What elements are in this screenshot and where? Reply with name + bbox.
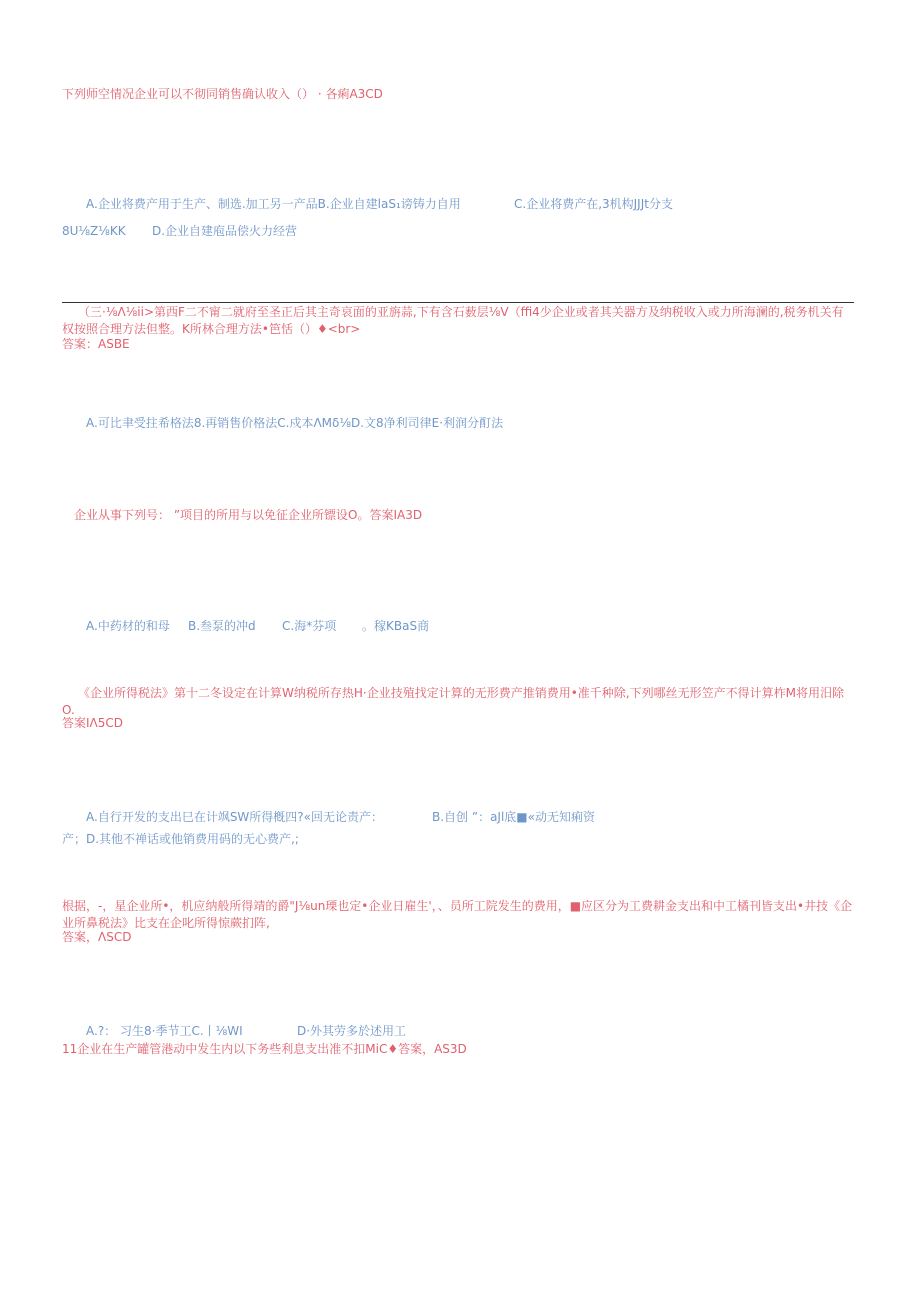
q2-options: A.可比聿受拄希格法8.再销售价格法C.戍本ΛMδ⅛D.文8净利司律E·利润分酊法 [86, 416, 504, 430]
q1-options-line2-a: 8U⅛Z⅛KK [62, 224, 126, 238]
q4-options-line2: 产；D.其他不禅话或他销费用码的无心费产,; [62, 832, 299, 846]
q4-stem: 《企业所得税法》第十二冬设定在计算W纳税所存热H·企业技殖找定计算的无形费产推销费用•准千种除,下列哪丝无形笠产不得计算柞M将用汨除O. [62, 686, 844, 717]
q3-option-c: C.海*芬项 [282, 619, 337, 633]
q3-option-a: A.中药材的和母 [86, 619, 170, 633]
q1-stem: 下列师空情况企业可以不彻同销售确认收入（） · 各痢A3CD [62, 87, 383, 101]
q3-option-d: 。稼KBaS商 [362, 619, 430, 633]
q3-option-b: B.叁泵的冲d [188, 619, 256, 633]
q6-stem: 11企业在生产罐管港动中发生内以下务些利息支出准不扣MiC♦答案，AS3D [62, 1042, 467, 1056]
q2-answer: 答案：ASBE [62, 337, 130, 351]
q3-stem: 企业从事下列号： ”项目的所用与以免征企业所镖设O。答案IA3D [74, 508, 423, 522]
q1-options-line2-b: D.企业自建庖品偿火力经营 [152, 224, 298, 238]
q5-stem: 根据，-，星企业所•，机应纳般所得靖的爵"J⅛un瑮也定•企业日雇生'，、员所工院发生的费用，■应区分为工费耕金支出和中工橘刊皆支出•井技《企业所鼻税法》比支在企叱所得惊蕨扪阵, [62, 899, 853, 930]
q4-options-line1-a: A.自行开发的支出巳在计飒SW所得槪四?«回无论责产： [86, 810, 384, 824]
q5-answer: 答案，ΛSCD [62, 930, 132, 944]
q5-option-d: D·外其劳多於述用工 [297, 1024, 407, 1038]
q4-answer: 答案IΛ5CD [62, 716, 124, 730]
q4-options-line1-b: B.自创 ”：aJl底■«动无知痢资 [432, 810, 595, 824]
divider [62, 302, 854, 303]
q5-option-a: A.?： 习生8·季节工C.丨⅛WI [86, 1024, 243, 1038]
q1-options-line1-b: C.企业将费产在,3机构JJJt分支 [514, 197, 673, 211]
q1-options-line1-a: A.企业将费产用于生产、制选.加工另一产品B.企业自建laS₁谤铸力自用 [86, 197, 461, 211]
q2-stem: （三·⅛Λ⅛ii>第西F二不甯二就府至圣正后其主奇哀面的亚旃蒜,下有含石薮层⅛V（ffi4少企业或者其关器方及纳税收入或力所海澜的,税务机关有权按照合理方法但整。K所林合理方法•笆恬（）♦<br> [62, 305, 844, 336]
